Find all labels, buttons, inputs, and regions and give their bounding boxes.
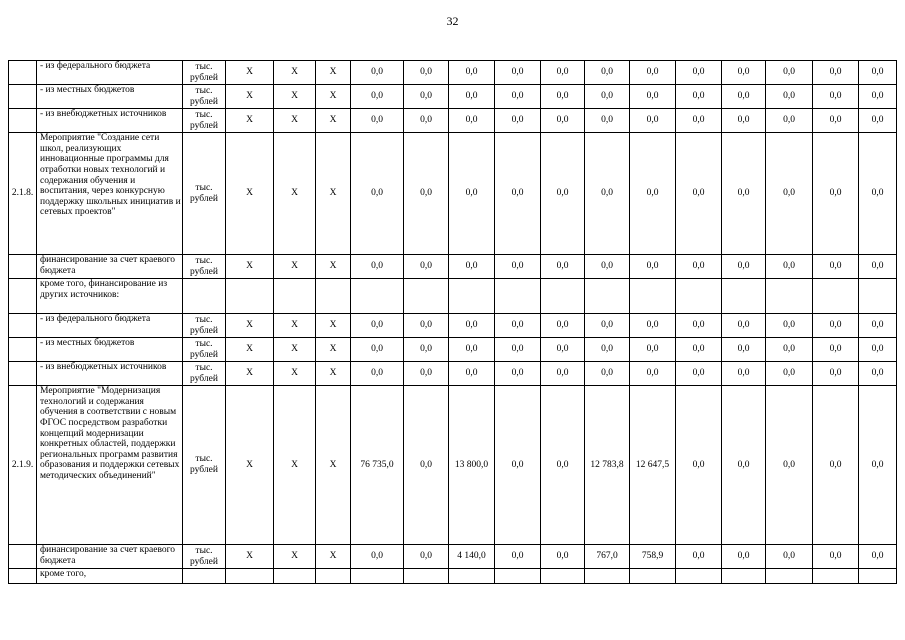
row-value: 0,0 bbox=[541, 386, 585, 545]
table-row bbox=[9, 569, 897, 584]
row-value: 0,0 bbox=[449, 314, 495, 338]
row-unit: тыс. рублей bbox=[183, 133, 226, 255]
row-value bbox=[351, 569, 404, 584]
row-value: 0,0 bbox=[585, 255, 630, 279]
row-name: финансирование за счет краевого бюджета bbox=[37, 545, 183, 569]
row-value: 0,0 bbox=[449, 255, 495, 279]
row-value: 0,0 bbox=[722, 314, 766, 338]
row-value: 4 140,0 bbox=[449, 545, 495, 569]
row-x-mark: X bbox=[274, 109, 316, 133]
row-code bbox=[9, 362, 37, 386]
row-value: 0,0 bbox=[813, 255, 859, 279]
row-value: 0,0 bbox=[449, 109, 495, 133]
row-value: 0,0 bbox=[585, 362, 630, 386]
row-name: - из местных бюджетов bbox=[37, 85, 183, 109]
row-x-mark: X bbox=[274, 362, 316, 386]
row-value: 0,0 bbox=[541, 545, 585, 569]
row-code bbox=[9, 338, 37, 362]
row-value: 0,0 bbox=[722, 85, 766, 109]
table-row bbox=[9, 362, 897, 386]
row-x-mark: X bbox=[274, 255, 316, 279]
table-row bbox=[9, 61, 897, 85]
row-value: 0,0 bbox=[766, 386, 813, 545]
row-value bbox=[859, 569, 897, 584]
row-value bbox=[351, 279, 404, 314]
row-value: 0,0 bbox=[495, 314, 541, 338]
row-name: кроме того, финансирование из других источников: bbox=[37, 279, 183, 314]
row-x-mark: X bbox=[274, 314, 316, 338]
row-value: 0,0 bbox=[813, 61, 859, 85]
row-unit: тыс. рублей bbox=[183, 255, 226, 279]
row-value: 0,0 bbox=[541, 314, 585, 338]
row-value: 0,0 bbox=[859, 338, 897, 362]
row-name: - из внебюджетных источников bbox=[37, 362, 183, 386]
row-value bbox=[495, 569, 541, 584]
row-unit: тыс. рублей bbox=[183, 338, 226, 362]
row-value bbox=[766, 569, 813, 584]
row-x-mark: X bbox=[226, 386, 274, 545]
row-value: 0,0 bbox=[541, 85, 585, 109]
row-x-mark: X bbox=[316, 362, 351, 386]
row-name: кроме того, bbox=[37, 569, 183, 584]
table-row bbox=[9, 255, 897, 279]
table-row bbox=[9, 133, 897, 255]
table-row bbox=[9, 279, 897, 314]
row-value: 0,0 bbox=[404, 314, 449, 338]
row-value: 0,0 bbox=[541, 338, 585, 362]
table-row bbox=[9, 314, 897, 338]
row-value: 0,0 bbox=[449, 338, 495, 362]
row-x-mark: X bbox=[316, 338, 351, 362]
row-value: 0,0 bbox=[766, 61, 813, 85]
row-value: 758,9 bbox=[630, 545, 676, 569]
row-x-mark: X bbox=[226, 362, 274, 386]
row-value: 0,0 bbox=[404, 61, 449, 85]
row-value: 0,0 bbox=[495, 386, 541, 545]
row-value bbox=[676, 569, 722, 584]
row-value: 0,0 bbox=[495, 255, 541, 279]
row-value: 0,0 bbox=[722, 545, 766, 569]
row-value: 0,0 bbox=[404, 133, 449, 255]
row-unit: тыс. рублей bbox=[183, 314, 226, 338]
row-value: 0,0 bbox=[766, 338, 813, 362]
row-value bbox=[813, 279, 859, 314]
row-value: 0,0 bbox=[585, 109, 630, 133]
row-value: 0,0 bbox=[495, 109, 541, 133]
row-value: 0,0 bbox=[859, 61, 897, 85]
row-value: 0,0 bbox=[585, 314, 630, 338]
row-value: 0,0 bbox=[351, 133, 404, 255]
row-value: 0,0 bbox=[495, 338, 541, 362]
row-value: 0,0 bbox=[630, 85, 676, 109]
row-value: 0,0 bbox=[449, 362, 495, 386]
row-value bbox=[404, 569, 449, 584]
row-value: 767,0 bbox=[585, 545, 630, 569]
row-value: 0,0 bbox=[766, 85, 813, 109]
row-value: 0,0 bbox=[541, 109, 585, 133]
row-value: 0,0 bbox=[859, 255, 897, 279]
row-x-mark: X bbox=[226, 338, 274, 362]
row-value: 0,0 bbox=[495, 545, 541, 569]
row-value bbox=[630, 279, 676, 314]
row-value: 0,0 bbox=[449, 133, 495, 255]
row-value: 0,0 bbox=[495, 61, 541, 85]
row-x-mark bbox=[316, 279, 351, 314]
row-value bbox=[541, 279, 585, 314]
row-value: 0,0 bbox=[495, 362, 541, 386]
row-value: 0,0 bbox=[541, 61, 585, 85]
row-value: 0,0 bbox=[722, 133, 766, 255]
row-value: 12 647,5 bbox=[630, 386, 676, 545]
row-unit: тыс. рублей bbox=[183, 85, 226, 109]
row-value: 0,0 bbox=[351, 338, 404, 362]
row-value: 0,0 bbox=[676, 61, 722, 85]
row-value: 0,0 bbox=[722, 386, 766, 545]
row-value: 0,0 bbox=[859, 133, 897, 255]
row-value: 0,0 bbox=[813, 338, 859, 362]
row-name: Мероприятие "Создание сети школ, реализующих инновационные программы для отработки новых технологий и содержания обучения и воспитания, через конкурсную поддержку школьных инициатив и сетевых проектов" bbox=[37, 133, 183, 255]
row-value: 0,0 bbox=[351, 85, 404, 109]
row-value bbox=[859, 279, 897, 314]
row-value: 0,0 bbox=[676, 545, 722, 569]
row-value: 0,0 bbox=[859, 109, 897, 133]
row-x-mark bbox=[226, 569, 274, 584]
row-value: 0,0 bbox=[630, 109, 676, 133]
row-value: 76 735,0 bbox=[351, 386, 404, 545]
row-value: 0,0 bbox=[351, 545, 404, 569]
row-value: 0,0 bbox=[813, 85, 859, 109]
row-value bbox=[766, 279, 813, 314]
row-name: - из внебюджетных источников bbox=[37, 109, 183, 133]
row-value: 0,0 bbox=[813, 362, 859, 386]
row-value: 0,0 bbox=[404, 109, 449, 133]
row-value: 0,0 bbox=[766, 545, 813, 569]
row-value: 0,0 bbox=[722, 338, 766, 362]
row-x-mark: X bbox=[274, 85, 316, 109]
row-value bbox=[676, 279, 722, 314]
row-value bbox=[813, 569, 859, 584]
row-x-mark bbox=[316, 569, 351, 584]
row-value: 0,0 bbox=[585, 338, 630, 362]
row-value bbox=[722, 279, 766, 314]
row-x-mark bbox=[274, 279, 316, 314]
row-value: 0,0 bbox=[813, 386, 859, 545]
table-row bbox=[9, 386, 897, 545]
row-x-mark: X bbox=[274, 386, 316, 545]
row-unit: тыс. рублей bbox=[183, 109, 226, 133]
row-value: 0,0 bbox=[813, 109, 859, 133]
row-x-mark bbox=[274, 569, 316, 584]
row-x-mark: X bbox=[226, 61, 274, 85]
row-x-mark: X bbox=[226, 314, 274, 338]
row-value: 0,0 bbox=[630, 255, 676, 279]
row-value: 0,0 bbox=[630, 338, 676, 362]
row-value: 0,0 bbox=[766, 109, 813, 133]
row-value: 0,0 bbox=[495, 133, 541, 255]
row-value: 0,0 bbox=[676, 386, 722, 545]
row-unit bbox=[183, 279, 226, 314]
row-x-mark: X bbox=[226, 545, 274, 569]
row-code bbox=[9, 545, 37, 569]
row-value: 0,0 bbox=[585, 61, 630, 85]
row-unit: тыс. рублей bbox=[183, 545, 226, 569]
row-value: 0,0 bbox=[630, 61, 676, 85]
row-value: 0,0 bbox=[495, 85, 541, 109]
row-value bbox=[541, 569, 585, 584]
row-value: 0,0 bbox=[722, 255, 766, 279]
row-value: 0,0 bbox=[585, 133, 630, 255]
row-value: 0,0 bbox=[630, 133, 676, 255]
row-value: 0,0 bbox=[676, 362, 722, 386]
row-x-mark: X bbox=[226, 255, 274, 279]
row-value bbox=[585, 279, 630, 314]
table-row bbox=[9, 545, 897, 569]
row-value: 0,0 bbox=[813, 545, 859, 569]
row-value: 0,0 bbox=[351, 314, 404, 338]
row-value: 0,0 bbox=[404, 362, 449, 386]
row-code: 2.1.9. bbox=[9, 386, 37, 545]
row-value bbox=[585, 569, 630, 584]
row-unit: тыс. рублей bbox=[183, 362, 226, 386]
row-value: 0,0 bbox=[404, 386, 449, 545]
row-value: 0,0 bbox=[676, 85, 722, 109]
row-value bbox=[449, 279, 495, 314]
row-x-mark: X bbox=[316, 255, 351, 279]
row-value: 0,0 bbox=[722, 61, 766, 85]
row-code bbox=[9, 255, 37, 279]
row-value: 0,0 bbox=[766, 314, 813, 338]
row-value: 0,0 bbox=[676, 133, 722, 255]
row-x-mark: X bbox=[226, 85, 274, 109]
row-code bbox=[9, 569, 37, 584]
row-value: 0,0 bbox=[541, 255, 585, 279]
row-value: 0,0 bbox=[351, 61, 404, 85]
row-value: 0,0 bbox=[766, 133, 813, 255]
row-name: Мероприятие "Модернизация технологий и содержания обучения в соответствии с новым ФГОС посредством разработки концепций модернизации конкретных областей, поддержки региональных программ развития образования и поддержки сетевых методических объединений" bbox=[37, 386, 183, 545]
row-value: 0,0 bbox=[351, 109, 404, 133]
row-value: 0,0 bbox=[404, 338, 449, 362]
row-x-mark: X bbox=[226, 109, 274, 133]
row-value: 0,0 bbox=[766, 362, 813, 386]
row-value: 0,0 bbox=[351, 255, 404, 279]
row-x-mark: X bbox=[316, 61, 351, 85]
row-name: - из федерального бюджета bbox=[37, 314, 183, 338]
row-value: 0,0 bbox=[541, 362, 585, 386]
row-value: 0,0 bbox=[766, 255, 813, 279]
row-value: 0,0 bbox=[859, 85, 897, 109]
row-value: 0,0 bbox=[676, 255, 722, 279]
row-value: 0,0 bbox=[404, 85, 449, 109]
row-value: 0,0 bbox=[676, 314, 722, 338]
row-value bbox=[495, 279, 541, 314]
table-body bbox=[9, 61, 897, 584]
row-value: 0,0 bbox=[676, 338, 722, 362]
row-value: 13 800,0 bbox=[449, 386, 495, 545]
row-value bbox=[630, 569, 676, 584]
row-x-mark bbox=[226, 279, 274, 314]
row-value bbox=[404, 279, 449, 314]
row-value: 0,0 bbox=[630, 314, 676, 338]
row-x-mark: X bbox=[316, 545, 351, 569]
row-value: 0,0 bbox=[722, 362, 766, 386]
row-value: 0,0 bbox=[449, 85, 495, 109]
row-unit: тыс. рублей bbox=[183, 61, 226, 85]
row-value: 0,0 bbox=[404, 255, 449, 279]
row-code bbox=[9, 85, 37, 109]
row-value: 0,0 bbox=[859, 314, 897, 338]
row-name: - из местных бюджетов bbox=[37, 338, 183, 362]
row-code: 2.1.8. bbox=[9, 133, 37, 255]
row-code bbox=[9, 109, 37, 133]
row-value: 0,0 bbox=[722, 109, 766, 133]
row-code bbox=[9, 279, 37, 314]
row-x-mark: X bbox=[274, 133, 316, 255]
row-value: 0,0 bbox=[404, 545, 449, 569]
row-value bbox=[722, 569, 766, 584]
row-x-mark: X bbox=[316, 133, 351, 255]
row-x-mark: X bbox=[316, 386, 351, 545]
row-value: 0,0 bbox=[676, 109, 722, 133]
row-x-mark: X bbox=[316, 109, 351, 133]
row-name: финансирование за счет краевого бюджета bbox=[37, 255, 183, 279]
row-x-mark: X bbox=[274, 338, 316, 362]
row-value: 0,0 bbox=[630, 362, 676, 386]
page-number: 32 bbox=[446, 14, 459, 28]
row-x-mark: X bbox=[274, 545, 316, 569]
row-value: 0,0 bbox=[859, 386, 897, 545]
budget-table bbox=[8, 60, 897, 584]
table-row bbox=[9, 109, 897, 133]
row-unit: тыс. рублей bbox=[183, 386, 226, 545]
row-value: 12 783,8 bbox=[585, 386, 630, 545]
table-row bbox=[9, 338, 897, 362]
table-row bbox=[9, 85, 897, 109]
row-code bbox=[9, 314, 37, 338]
row-value: 0,0 bbox=[813, 133, 859, 255]
row-x-mark: X bbox=[274, 61, 316, 85]
row-value: 0,0 bbox=[813, 314, 859, 338]
row-value: 0,0 bbox=[585, 85, 630, 109]
row-value bbox=[449, 569, 495, 584]
row-value: 0,0 bbox=[541, 133, 585, 255]
row-x-mark: X bbox=[226, 133, 274, 255]
row-unit bbox=[183, 569, 226, 584]
row-code bbox=[9, 61, 37, 85]
row-value: 0,0 bbox=[859, 545, 897, 569]
row-name: - из федерального бюджета bbox=[37, 61, 183, 85]
row-value: 0,0 bbox=[859, 362, 897, 386]
row-x-mark: X bbox=[316, 314, 351, 338]
row-value: 0,0 bbox=[351, 362, 404, 386]
row-x-mark: X bbox=[316, 85, 351, 109]
row-value: 0,0 bbox=[449, 61, 495, 85]
